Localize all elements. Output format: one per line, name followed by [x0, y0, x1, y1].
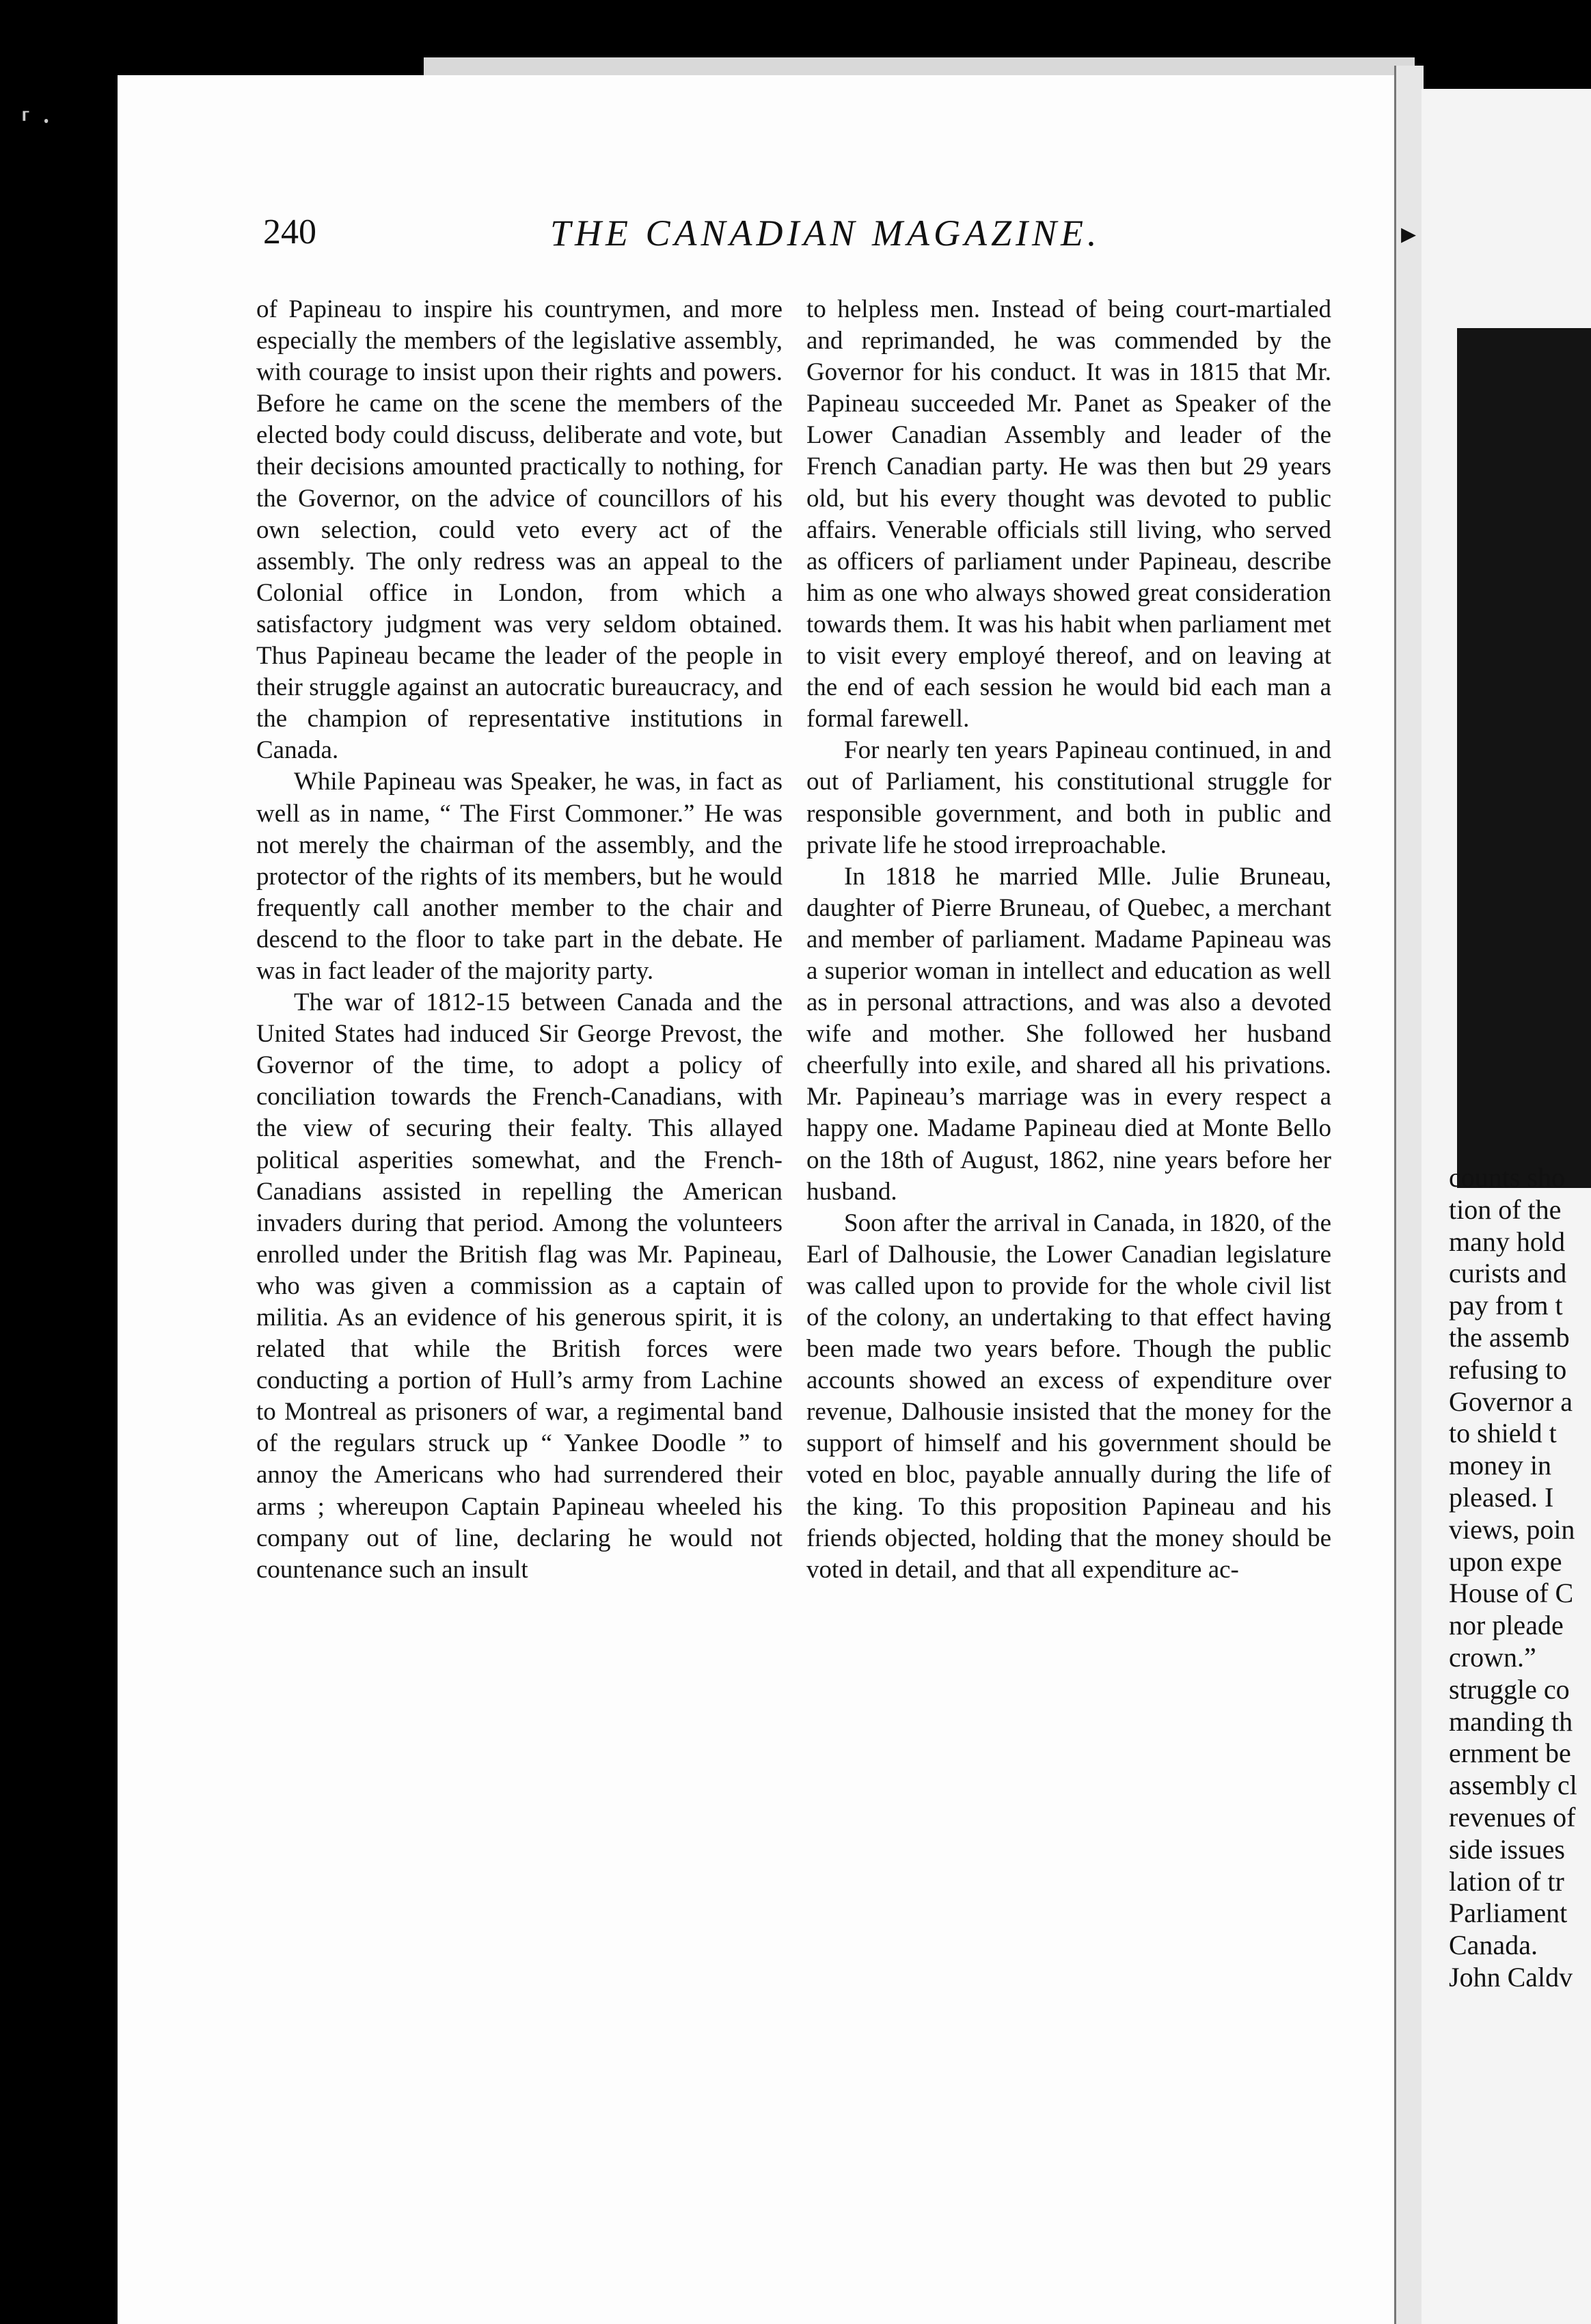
margin-marks: ⸢ ᛫	[21, 107, 55, 138]
adjacent-text-line: many hold	[1449, 1226, 1565, 1257]
adjacent-text-line: nor pleade	[1449, 1610, 1564, 1641]
binding-edge-right	[1394, 66, 1424, 2324]
adjacent-text-line: assembly cl	[1449, 1770, 1577, 1801]
adjacent-page-text	[1449, 1162, 1591, 1994]
adjacent-text-line: money in	[1449, 1450, 1551, 1481]
page-number: 240	[263, 213, 316, 252]
adjacent-text-line: upon expe	[1449, 1545, 1562, 1577]
adjacent-text-line: side issues	[1449, 1833, 1565, 1865]
right-column	[806, 294, 1331, 1586]
adjacent-text-line: Parliament	[1449, 1897, 1568, 1929]
adjacent-text-line: lation of tr	[1449, 1865, 1564, 1897]
adjacent-text-line: manding th	[1449, 1705, 1573, 1737]
adjacent-text-line: curists and	[1449, 1258, 1567, 1289]
adjacent-text-line: crown.”	[1449, 1641, 1536, 1673]
page-header	[263, 212, 1417, 260]
left-column	[256, 294, 783, 1586]
adjacent-text-line: refusing to	[1449, 1353, 1567, 1385]
adjacent-text-line: tion of the	[1449, 1193, 1562, 1225]
adjacent-text-line: counts sho	[1449, 1162, 1565, 1193]
adjacent-text-line: revenues of	[1449, 1801, 1576, 1833]
adjacent-text-line: pay from t	[1449, 1290, 1563, 1321]
paragraph: While Papineau was Speaker, he was, in fact as well as in name, “ The First Commoner.” He was not merely the chairman of the assembly, and the protector of the rights of its members, but he would frequently call another member to the chair and descend to the floor to take part in the debate. He was in fact leader of the majority party.	[256, 768, 783, 985]
paragraph: to helpless men. Instead of being court-martialed and reprimanded, he was commended by the Governor for his conduct. It was in 1815 that Mr. Papineau succeeded Mr. Panet as Speaker of the Lower Canadian Assembly and leader of the French Canadian party. He was then but 29 years old, but his every thought was devoted to public affairs. Venerable officials still living, who served as officers of parliament under Papineau, describe him as one who always showed great consideration towards them. It was his habit when parliament met to visit every employé thereof, and on leaving at the end of each session he would bid each man a formal farewell.	[806, 295, 1331, 733]
paragraph: In 1818 he married Mlle. Julie Bruneau, daughter of Pierre Bruneau, of Quebec, a merchant and member of parliament. Madame Papineau was a superior woman in intellect and education as well as in personal attractions, and was also a devoted wife and mother. She followed her husband cheerfully into exile, and shared all his privations. Mr. Papineau’s marriage was in every respect a happy one. Madame Papineau died at Monte Bello on the 18th of August, 1862, nine years before her husband.	[806, 862, 1331, 1206]
adjacent-text-line: ernment be	[1449, 1738, 1571, 1769]
paragraph: The war of 1812-15 between Canada and the United States had induced Sir George Prevost, the Governor of the time, to adopt a policy of conciliation towards the French-Canadians, with the view of securing their fealty. This allayed political asperities somewhat, and the French-Canadians assisted in repelling the American invaders during that period. Among the volunteers enrolled under the British flag was Mr. Papineau, who was given a commission as a captain of militia. As an evidence of his generous spirit, it is related that while the British forces were conducting a portion of Hull’s army from Lachine to Montreal as prisoners of war, a regimental band of the regulars struck up “ Yankee Doodle ” to annoy the Americans who had surrendered their arms ; whereupon Captain Papineau wheeled his company out of line, declaring he would not countenance such an insult	[256, 988, 783, 1584]
adjacent-text-line: pleased. I	[1449, 1481, 1554, 1513]
adjacent-text-line: Governor a	[1449, 1386, 1573, 1417]
adjacent-text-line: struggle co	[1449, 1673, 1570, 1705]
paragraph: of Papineau to inspire his countrymen, and more especially the members of the legislative assembly, with courage to insist upon their rights and powers. Before he came on the scene the members of the elected body could discuss, deliberate and vote, but their decisions amounted practically to nothing, for the Governor, on the advice of councillors of his own selection, could veto every act of the assembly. The only redress was an appeal to the Colonial office in London, from which a satisfactory judgment was very seldom obtained. Thus Papineau became the leader of the people in their struggle against an autocratic bureaucracy, and the champion of representative institutions in Canada.	[256, 295, 783, 765]
adjacent-text-line: House of C	[1449, 1578, 1574, 1609]
running-title: THE CANADIAN MAGAZINE.	[550, 213, 1101, 254]
adjacent-text-line: Canada.	[1449, 1930, 1538, 1961]
adjacent-text-line: views, poin	[1449, 1513, 1575, 1545]
adjacent-page	[1422, 89, 1591, 2324]
adjacent-text-line: the assemb	[1449, 1321, 1570, 1353]
adjacent-text-line: John Caldv	[1449, 1961, 1573, 1992]
paragraph: Soon after the arrival in Canada, in 1820, of the Earl of Dalhousie, the Lower Canadian legislature was called upon to provide for the whole civil list of the colony, an undertaking to that effect having been made two years before. Though the public accounts showed an excess of expenditure over revenue, Dalhousie insisted that the money for the support of himself and his government should be voted en bloc, payable annually during the life of the king. To this proposition Papineau and his friends objected, holding that the money should be voted in detail, and that all expenditure ac-	[806, 1208, 1331, 1584]
header-mark: ▸	[1401, 217, 1417, 250]
adjacent-photo	[1457, 328, 1591, 1188]
adjacent-text-line: to shield t	[1449, 1418, 1557, 1449]
paragraph: For nearly ten years Papineau continued, in and out of Parliament, his constitutional struggle for responsible government, and both in public and private life he stood irreproachable.	[806, 736, 1331, 859]
